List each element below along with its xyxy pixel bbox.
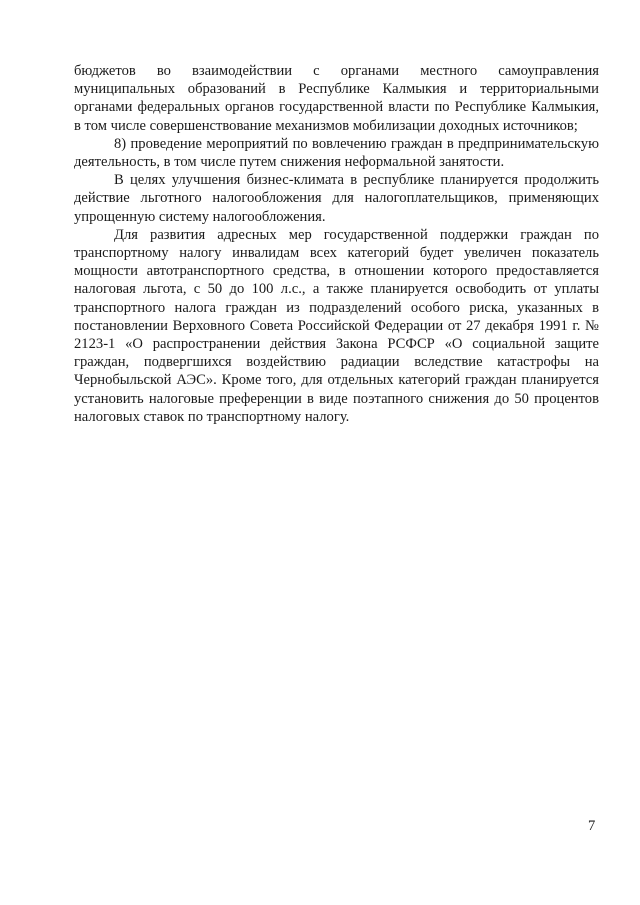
paragraph-item-8: 8) проведение мероприятий по вовлечению граждан в предпринимательскую деятельность, в том числе путем снижения неформальной занятости. — [74, 135, 599, 171]
paragraph-transport-tax: Для развития адресных мер государственной поддержки граждан по транспортному налогу инвалидам всех категорий будет увеличен показатель мощности автотранспортного средства, в отношении которого предоставляется налоговая льгота, с 50 до 100 л.с., а также планируется освободить от уплаты транспортного налога граждан из подразделений особого риска, указанных в постановлении Верховного Совета Российской Федерации от 27 декабря 1991 г. № 2123-1 «О распространении действия Закона РСФСР «О социальной защите граждан, подвергшихся воздействию радиации вследствие катастрофы на Чернобыльской АЭС». Кроме того, для отдельных категорий граждан планируется установить налоговые преференции в виде поэтапного снижения до 50 процентов налоговых ставок по транспортному налогу. — [74, 226, 599, 425]
paragraph-business-climate: В целях улучшения бизнес-климата в республике планируется продолжить действие льготного налогообложения для налогоплательщиков, применяющих упрощенную систему налогообложения. — [74, 172, 599, 225]
page-number: 7 — [588, 818, 596, 834]
paragraph-budgets-continuation: бюджетов во взаимодействии с органами местного самоуправления муниципальных образований в Республике Калмыкия и территориальными органами федеральных органов государственной власти по Республике Калмыкия, в том числе совершенствование механизмов мобилизации доходных источников; — [74, 63, 599, 134]
document-body — [74, 62, 599, 426]
